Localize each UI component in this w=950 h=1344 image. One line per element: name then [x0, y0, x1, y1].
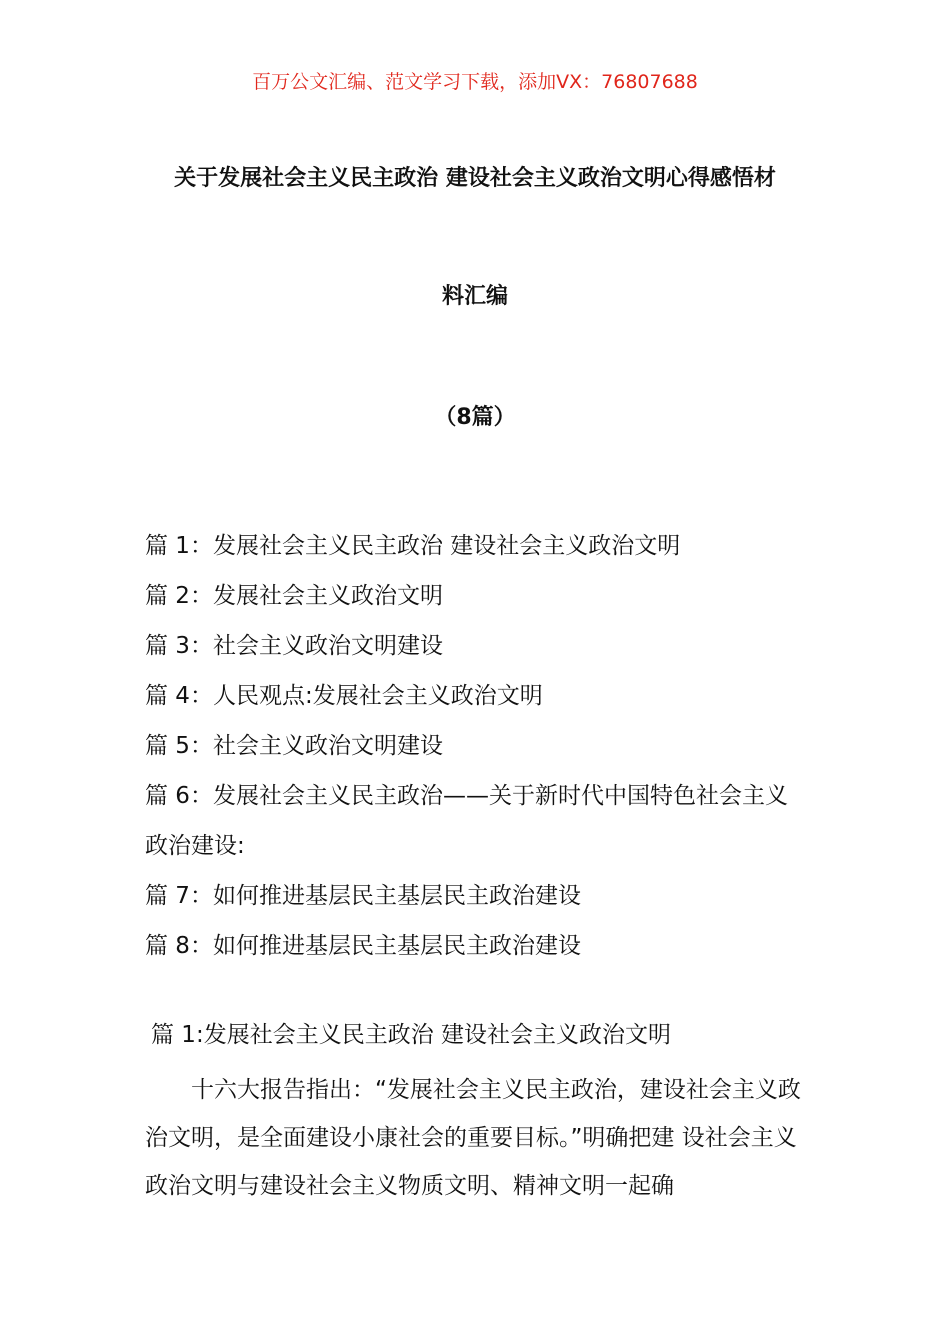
toc-item-2 [145, 571, 810, 621]
toc-item-prefix: 篇 5： [145, 733, 213, 759]
toc-item-text: 如何推进基层民主基层民主政治建设 [212, 883, 581, 909]
toc-item-text: 发展社会主义政治文明 [212, 583, 443, 609]
toc-item-prefix: 篇 6： [145, 783, 213, 809]
toc-item-5 [145, 721, 810, 771]
toc-item-prefix: 篇 8： [145, 933, 213, 959]
toc-item-1 [145, 521, 810, 571]
document-title-line-2: 料汇编 [441, 284, 508, 309]
toc-item-7 [145, 871, 810, 921]
header-watermark-note: 百万公文汇编、范文学习下载，添加VX：76807688 [252, 71, 698, 93]
document-article-count: （8篇） [434, 405, 516, 430]
toc-item-prefix: 篇 2： [145, 583, 213, 609]
toc-item-prefix: 篇 7： [145, 883, 213, 909]
section-heading: 篇 1:发展社会主义民主政治 建设社会主义政治文明 [151, 1022, 672, 1048]
toc-item-3 [145, 621, 810, 671]
toc-item-text: 发展社会主义民主政治 建设社会主义政治文明 [212, 533, 681, 559]
toc-item-text: 社会主义政治文明建设 [212, 733, 443, 759]
toc-item-text: 人民观点:发展社会主义政治文明 [212, 683, 543, 709]
toc-item-prefix: 篇 4： [145, 683, 213, 709]
toc-item-prefix: 篇 1： [145, 533, 213, 559]
toc-item-8 [145, 921, 810, 971]
toc-item-4 [145, 671, 810, 721]
toc-item-prefix: 篇 3： [145, 633, 213, 659]
table-of-contents [145, 521, 810, 971]
document-title-line-1: 关于发展社会主义民主政治 建设社会主义政治文明心得感悟材 [174, 166, 776, 191]
toc-item-text: 社会主义政治文明建设 [212, 633, 443, 659]
toc-item-text: 如何推进基层民主基层民主政治建设 [212, 933, 581, 959]
toc-item-6 [145, 771, 810, 871]
toc-item-text: 发展社会主义民主政治——关于新时代中国特色社会主义政治建设: [145, 783, 788, 859]
body-paragraph: 十六大报告指出：“发展社会主义民主政治，建设社会主义政治文明，是全面建设小康社会的重要目标。”明确把建 设社会主义政治文明与建设社会主义物质文明、精神文明一起确 [145, 1077, 801, 1199]
